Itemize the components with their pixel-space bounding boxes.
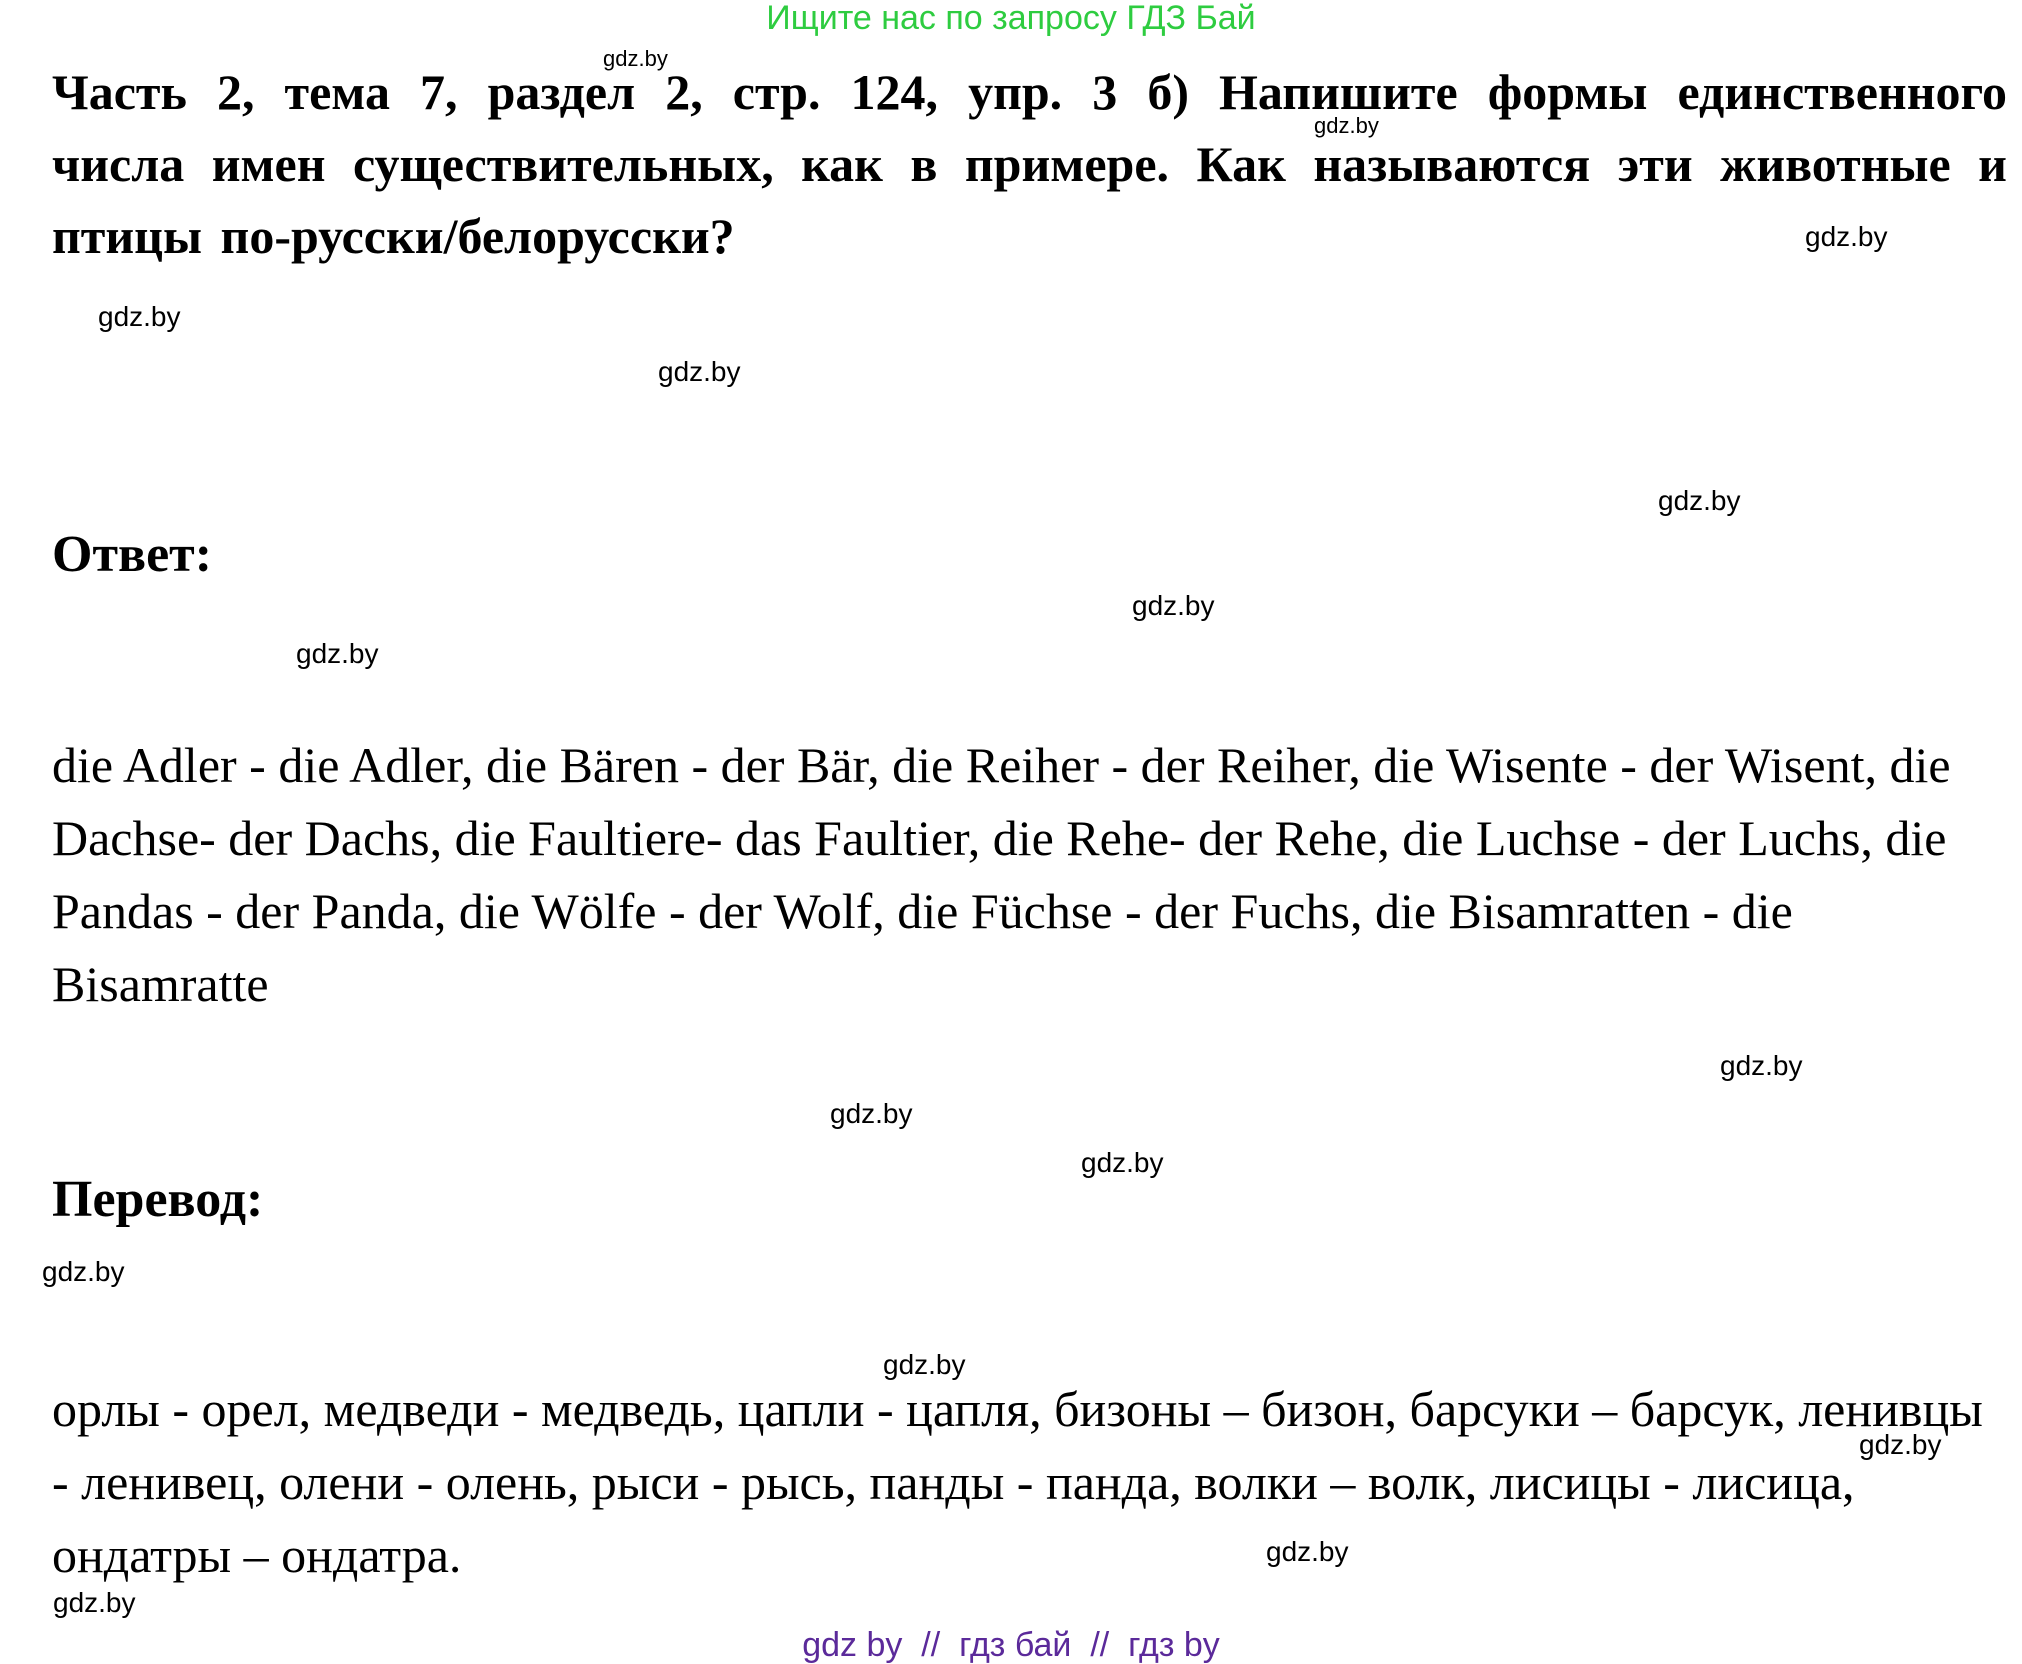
watermark: gdz.by: [1805, 221, 1888, 252]
watermark: gdz.by: [830, 1098, 913, 1129]
top-banner: Ищите нас по запросу ГДЗ Бай: [766, 0, 1256, 37]
watermark: gdz.by: [658, 356, 741, 387]
watermark: gdz.by: [1314, 113, 1379, 138]
watermark: gdz.by: [1132, 590, 1215, 621]
watermark: gdz.by: [53, 1587, 136, 1618]
exercise-question: Часть 2, тема 7, раздел 2, стр. 124, упр. 3 б) Напишите формы единственного числа имен существительных, как в примере. Как называются эти животные и птицы по-русски/белорусски?: [52, 64, 2007, 264]
watermark: gdz.by: [1081, 1147, 1164, 1178]
watermark: gdz.by: [603, 46, 668, 71]
watermark: gdz.by: [42, 1256, 125, 1287]
watermark: gdz.by: [1266, 1536, 1349, 1567]
watermark: gdz.by: [296, 638, 379, 669]
answer-heading: Ответ:: [52, 526, 213, 583]
footer-links: gdz by // гдз бай // гдз by: [802, 1626, 1220, 1664]
watermark: gdz.by: [98, 301, 181, 332]
watermark: gdz.by: [1859, 1429, 1942, 1460]
watermark: gdz.by: [1720, 1050, 1803, 1081]
watermark: gdz.by: [883, 1349, 966, 1380]
translation-text: орлы - орел, медведи - медведь, цапли - цапля, бизоны – бизон, барсуки – барсук, ленивцы - ленивец, олени - олень, рыси - рысь, панды - панда, волки – волк, лисицы - лисица, ондатры – ондатра.: [52, 1381, 1983, 1583]
watermark: gdz.by: [1658, 485, 1741, 516]
translation-heading: Перевод:: [52, 1171, 264, 1228]
answer-text: die Adler - die Adler, die Bären - der Bär, die Reiher - der Reiher, die Wisente - der Wisent, die Dachse- der Dachs, die Faultiere- das Faultier, die Rehe- der Rehe, die Luchse - der Luchs, die Pandas - der Panda, die Wölfe - der Wolf, die Füchse - der Fuchs, die Bisamratten - die Bisamratte: [52, 737, 1951, 1012]
